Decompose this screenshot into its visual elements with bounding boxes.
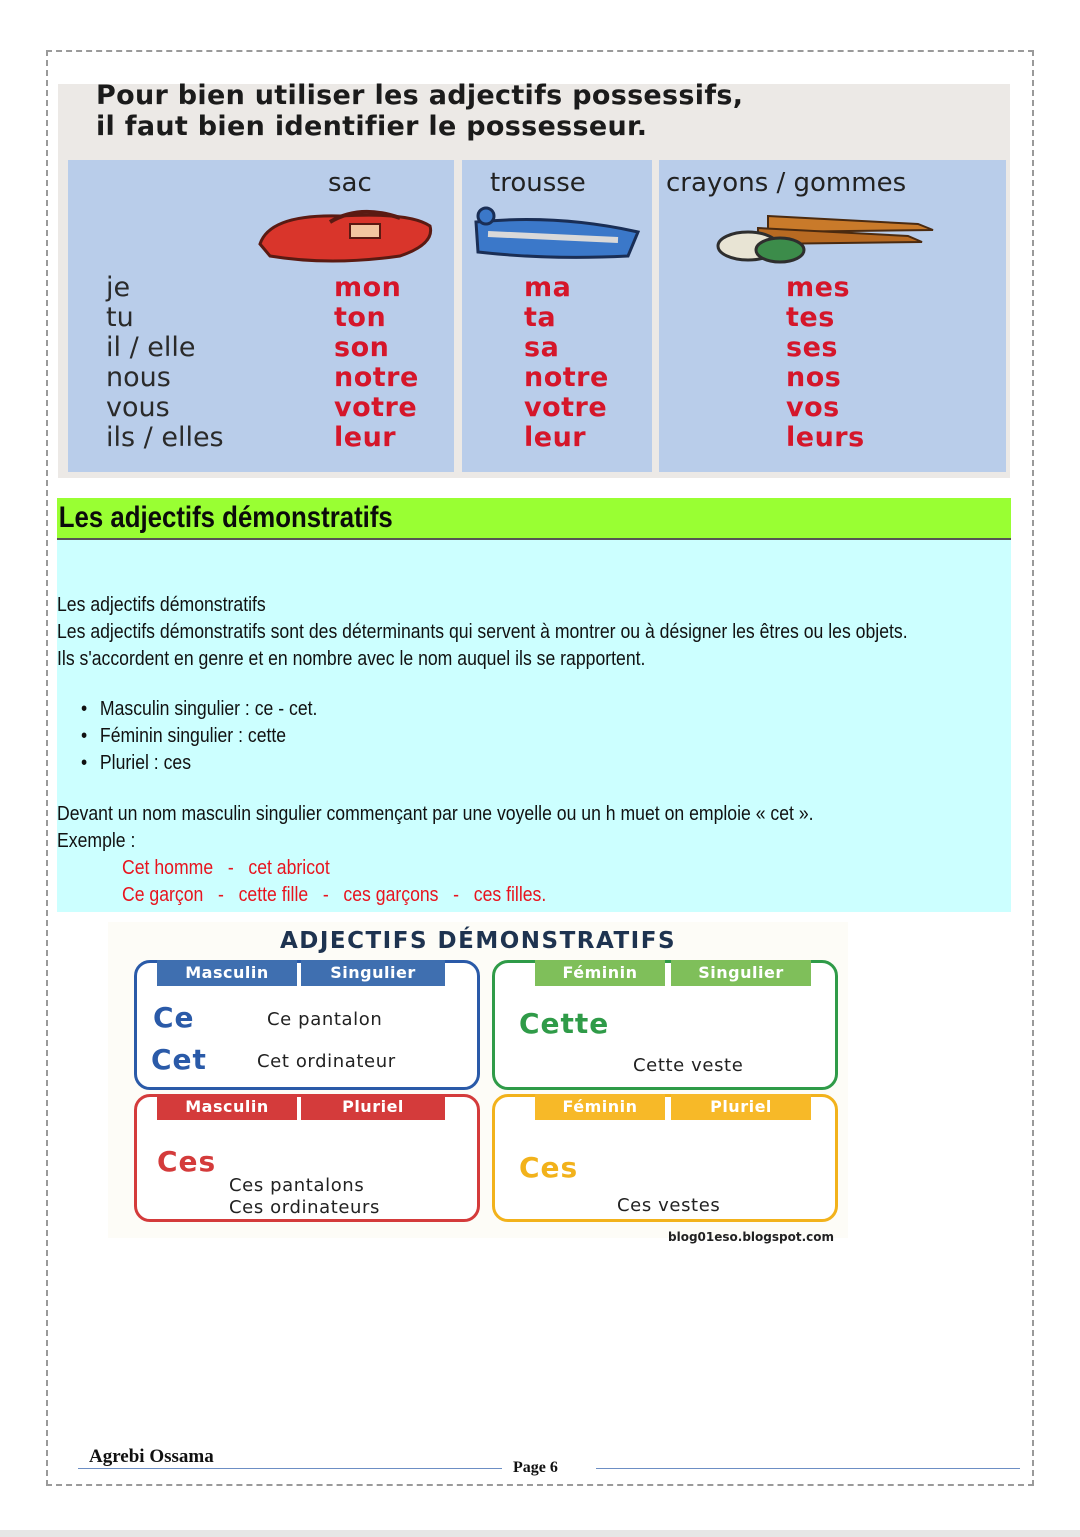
rule-text: Devant un nom masculin singulier commençant par une voyelle ou un h muet on emploie « cet ».	[57, 802, 814, 825]
example-cet: Cet ordinateur	[257, 1051, 396, 1072]
example-ces-vestes: Ces vestes	[617, 1195, 721, 1216]
possessive-word: notre	[524, 362, 609, 393]
possessive-table-image	[58, 80, 1010, 478]
card-feminin-pluriel	[492, 1094, 838, 1222]
bag-illustration	[250, 204, 440, 266]
card-feminin-singulier	[492, 960, 838, 1090]
possessive-word: leurs	[786, 422, 865, 453]
section-heading-bar	[57, 498, 1011, 540]
bullet-item: • Pluriel : ces	[81, 749, 317, 776]
possessive-word: nos	[786, 362, 842, 393]
definition-line-2: Ils s'accordent en genre et en nombre avec le nom auquel ils se rapportent.	[57, 647, 646, 670]
tag-feminin: Féminin	[535, 1094, 665, 1120]
pronoun: ils / elles	[106, 422, 224, 453]
card-masculin-singulier	[134, 960, 480, 1090]
possessive-word: leur	[334, 422, 397, 453]
possessive-word: mon	[334, 272, 402, 303]
pronoun-list	[106, 273, 224, 453]
bottom-strip	[0, 1530, 1080, 1537]
word-cet: Cet	[151, 1043, 207, 1076]
tag-feminin: Féminin	[535, 960, 665, 986]
tag-singulier: Singulier	[671, 960, 811, 986]
demonstratives-content	[57, 540, 1011, 912]
possessive-title: Pour bien utiliser les adjectifs possessifs, il faut bien identifier le possesseur.	[96, 80, 744, 142]
possessive-word: sa	[524, 332, 560, 363]
bullet-item: • Féminin singulier : cette	[81, 722, 317, 749]
possessive-word: tes	[786, 302, 835, 333]
footer-rule-right	[596, 1468, 1020, 1469]
page-number: Page 6	[513, 1459, 558, 1476]
possessive-word: ses	[786, 332, 838, 363]
possessive-word: votre	[334, 392, 418, 423]
possessive-word: notre	[334, 362, 419, 393]
example-cette: Cette veste	[633, 1055, 744, 1076]
tag-pluriel: Pluriel	[671, 1094, 811, 1120]
pronoun: nous	[106, 362, 171, 393]
section-heading: Les adjectifs démonstratifs	[58, 501, 393, 534]
example-ce: Ce pantalon	[267, 1009, 383, 1030]
word-cette: Cette	[519, 1007, 610, 1040]
possessive-list-trousse	[524, 273, 609, 453]
object-label-sac: sac	[328, 168, 372, 198]
pronoun: vous	[106, 392, 170, 423]
possessive-word: leur	[524, 422, 587, 453]
chart-credit: blog01eso.blogspot.com	[668, 1230, 834, 1244]
definition-line-1: Les adjectifs démonstratifs sont des déterminants qui servent à montrer ou à désigner les êtres ou les objets.	[57, 620, 908, 643]
subheading: Les adjectifs démonstratifs	[57, 593, 266, 616]
possessive-word: vos	[786, 392, 840, 423]
possessive-word: votre	[524, 392, 608, 423]
pencil-case-illustration	[468, 204, 643, 262]
word-ces: Ces	[157, 1145, 217, 1178]
example-ces-1: Ces pantalons	[229, 1175, 365, 1196]
tag-masculin: Masculin	[157, 1094, 297, 1120]
word-ce: Ce	[153, 1001, 195, 1034]
possessive-list-sac	[334, 273, 419, 453]
tag-singulier: Singulier	[301, 960, 445, 986]
possessive-word: ton	[334, 302, 387, 333]
card-masculin-pluriel	[134, 1094, 480, 1222]
bullet-list	[81, 695, 317, 776]
footer-rule-left	[78, 1468, 502, 1469]
word-ces: Ces	[519, 1151, 579, 1184]
possessive-word: ma	[524, 272, 572, 303]
demonstratives-chart-image	[108, 922, 848, 1244]
pronoun: tu	[106, 302, 134, 333]
bullet-item: • Masculin singulier : ce - cet.	[81, 695, 317, 722]
possessive-word: mes	[786, 272, 851, 303]
chart-title: ADJECTIFS DÉMONSTRATIFS	[279, 928, 677, 954]
object-label-trousse: trousse	[490, 168, 586, 198]
possessive-word: ta	[524, 302, 557, 333]
pronoun: il / elle	[106, 332, 196, 363]
object-label-crayons: crayons / gommes	[666, 168, 907, 198]
possessive-list-crayons	[786, 273, 865, 453]
example-line-1: Cet homme - cet abricot	[122, 856, 330, 879]
pencils-erasers-illustration	[708, 206, 938, 266]
example-line-2: Ce garçon - cette fille - ces garçons - ces filles.	[122, 883, 547, 906]
possessive-word: son	[334, 332, 390, 363]
tag-pluriel: Pluriel	[301, 1094, 445, 1120]
footer-author: Agrebi Ossama	[89, 1446, 214, 1467]
pronoun: je	[106, 272, 131, 303]
example-label: Exemple :	[57, 829, 136, 852]
tag-masculin: Masculin	[157, 960, 297, 986]
example-ces-2: Ces ordinateurs	[229, 1197, 381, 1218]
